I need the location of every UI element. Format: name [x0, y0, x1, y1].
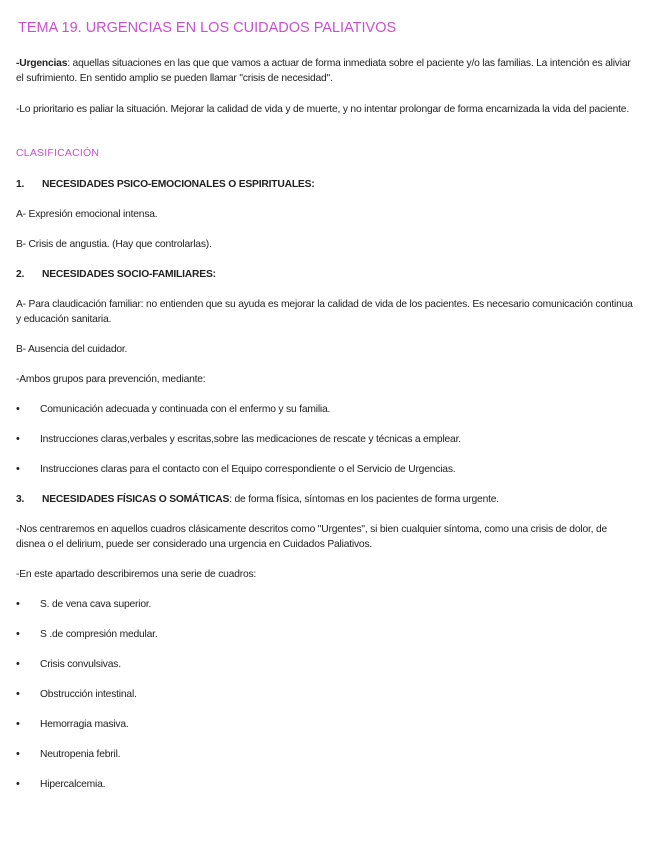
bullet-icon: •: [16, 463, 20, 475]
section-1-number: 1.: [16, 179, 25, 190]
section-2-number: 2.: [16, 269, 25, 280]
intro-definition: [16, 56, 638, 86]
section-3-title-rest: : de forma física, síntomas en los pacientes de forma urgente.: [229, 494, 499, 505]
list-item: • S. de vena cava superior.: [16, 598, 152, 610]
section-1-title: NECESIDADES PSICO-EMOCIONALES O ESPIRITUALES:: [42, 179, 315, 190]
intro-priority: -Lo prioritario es paliar la situación. Mejorar la calidad de vida y de muerte, y no intentar prolongar de forma encarnizada la vida del paciente.: [16, 104, 629, 115]
section-3-heading: [16, 492, 638, 507]
section-1-item-a: A- Expresión emocional intensa.: [16, 209, 158, 220]
bullet-icon: •: [16, 658, 20, 670]
bullet-icon: •: [16, 433, 20, 445]
section-1-heading: [16, 177, 638, 192]
list-item: • Obstrucción intestinal.: [16, 688, 137, 700]
list-item: • Comunicación adecuada y continuada con el enfermo y su familia.: [16, 403, 331, 415]
section-3-title: NECESIDADES FÍSICAS O SOMÁTICAS: [42, 494, 230, 505]
section-2-heading: [16, 267, 638, 282]
bullet-icon: •: [16, 748, 20, 760]
section-2-item-a: A- Para claudicación familiar: no entienden que su ayuda es mejorar la calidad de vida de los pacientes. Es necesario comunicación continua y educación sanitaria.: [16, 299, 633, 325]
list-item: • Hemorragia masiva.: [16, 718, 129, 730]
list-item: • Hipercalcemia.: [16, 778, 106, 790]
section-2-title: NECESIDADES SOCIO-FAMILIARES:: [42, 269, 216, 280]
bullet-icon: •: [16, 598, 20, 610]
bullet-icon: •: [16, 403, 20, 415]
section-3-paragraph: -Nos centraremos en aquellos cuadros clásicamente descritos como "Urgentes", si bien cualquier síntoma, como una crisis de dolor, de disnea o el delirium, puede ser considerado una urgencia en Cuidados Paliativos.: [16, 524, 608, 550]
list-item: • Instrucciones claras,verbales y escritas,sobre las medicaciones de rescate y técnicas a emplear.: [16, 433, 461, 445]
section-2-item-b: B- Ausencia del cuidador.: [16, 344, 128, 355]
urgencias-term: -Urgencias: [16, 58, 68, 69]
bullet-icon: •: [16, 688, 20, 700]
urgencias-definition: : aquellas situaciones en las que que vamos a actuar de forma inmediata sobre el paciente y/o las familias. La intención es aliviar el sufrimiento. En sentido amplio se pueden llamar "crisis de necesidad".: [16, 58, 631, 84]
prevention-intro: -Ambos grupos para prevención, mediante:: [16, 374, 206, 385]
list-item: • Neutropenia febril.: [16, 748, 121, 760]
section-1-item-b: B- Crisis de angustia. (Hay que controlarlas).: [16, 239, 212, 250]
section-3-list-intro: -En este apartado describiremos una serie de cuadros:: [16, 569, 257, 580]
page-title: TEMA 19. URGENCIAS EN LOS CUIDADOS PALIATIVOS: [18, 20, 397, 36]
list-item: • S .de compresión medular.: [16, 628, 158, 640]
bullet-icon: •: [16, 778, 20, 790]
bullet-icon: •: [16, 628, 20, 640]
section-3-number: 3.: [16, 494, 25, 505]
list-item: • Instrucciones claras para el contacto con el Equipo correspondiente o el Servicio de Urgencias.: [16, 463, 456, 475]
list-item: • Crisis convulsivas.: [16, 658, 121, 670]
classification-heading: CLASIFICACIÓN: [16, 147, 100, 159]
bullet-icon: •: [16, 718, 20, 730]
